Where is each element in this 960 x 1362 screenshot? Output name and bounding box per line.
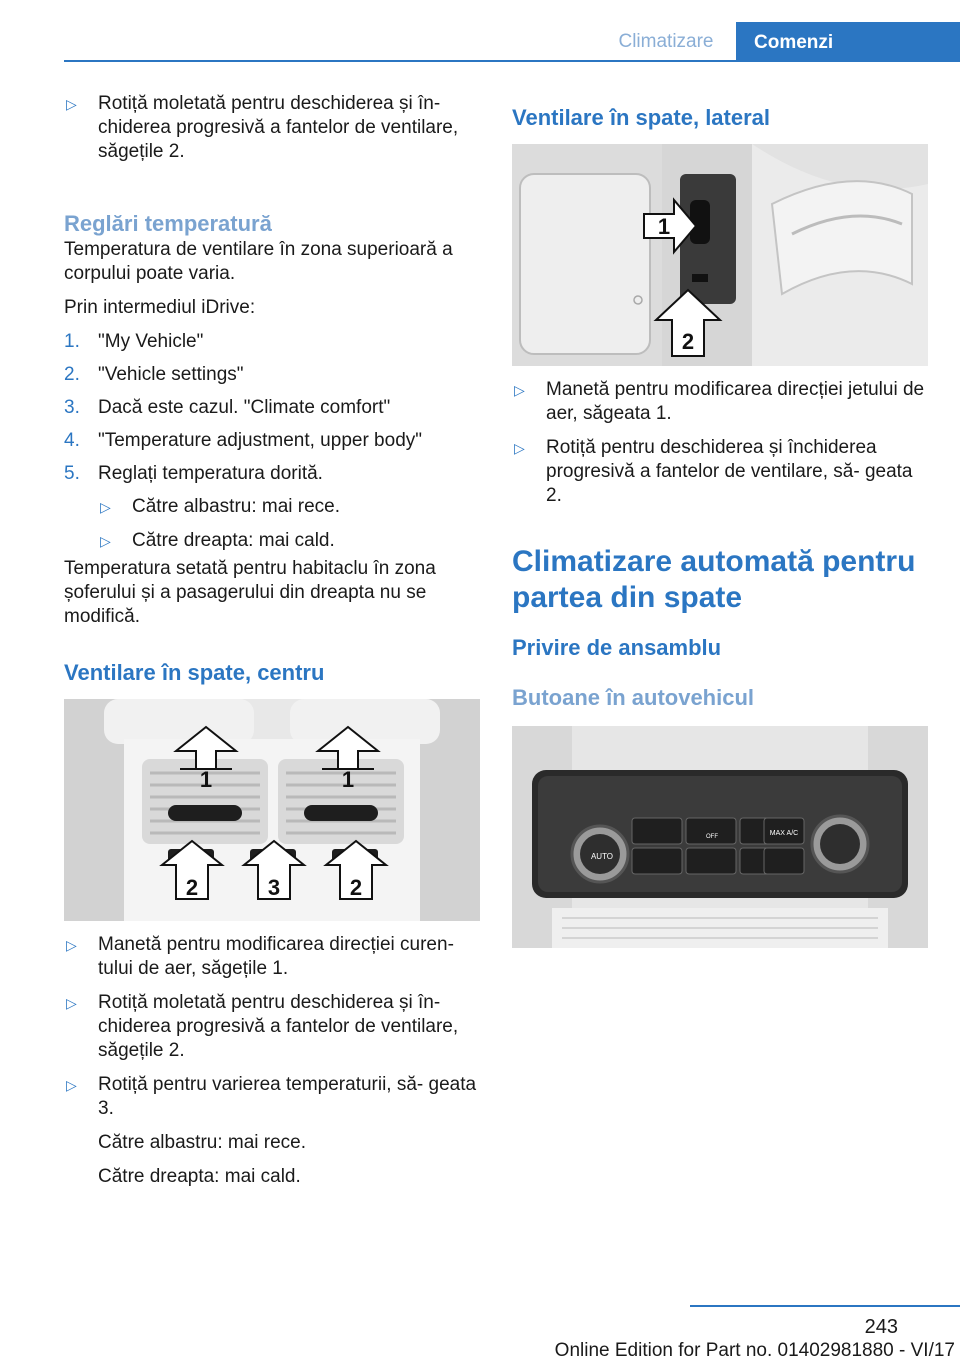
step-item: 2. "Vehicle settings" [64,364,244,385]
triangle-bullet-icon: ▷ [66,1077,77,1093]
bullet-item: ▷ Rotiță moletată pentru deschiderea și în‐ chiderea progresivă a fantelor de ventilare, săgețile 2. [66,992,459,1061]
triangle-bullet-icon: ▷ [66,995,77,1011]
step-item: 5. Reglați temperatura dorită. [64,463,323,484]
temperature-note: Temperatura setată pentru habitaclu în zona șoferului și a pasagerului din dreapta nu se modifică. [64,558,436,627]
figure-label: 2 [349,875,363,900]
edition-footer: Online Edition for Part no. 01402981880 - VI/17 [554,1340,955,1361]
step-item: 3. Dacă este cazul. "Climate comfort" [64,397,391,418]
figure-label: 2 [681,329,695,354]
bullet-item: ▷ Manetă pentru modificarea direcției jetului de aer, săgeata 1. [514,379,925,424]
center-vent-heading: Ventilare în spate, centru [64,660,325,685]
footer-rule [690,1305,960,1307]
triangle-bullet-icon: ▷ [66,96,77,112]
sub-bullet-item: ▷ Către albastru: mai rece. [100,496,341,517]
header-rule [64,60,960,62]
rear-center-vents-figure [64,699,480,921]
bullet-item: ▷ Manetă pentru modificarea direcției curen‐ tului de aer, săgețile 1. [66,934,454,979]
header-section-title: Climatizare [618,31,714,52]
triangle-bullet-icon: ▷ [66,937,77,953]
buttons-heading: Butoane în autovehicul [512,685,755,710]
rear-climate-panel-figure [512,726,928,948]
bullet-item: ▷ Rotiță pentru deschiderea și închiderea progresivă a fantelor de ventilare, să‐ geata 2. [514,437,913,506]
panel-label: AUTO [590,852,614,861]
triangle-bullet-icon: ▷ [100,499,111,515]
panel-label: OFF [706,834,718,840]
indented-note: Către albastru: mai rece. [98,1132,307,1153]
step-item: 4. "Temperature adjustment, upper body" [64,430,423,451]
right-column [512,104,928,948]
indented-note: Către dreapta: mai cald. [98,1166,301,1187]
rear-lateral-vent-figure [512,144,928,366]
auto-climate-heading: Climatizare automată pentru partea din spate [512,545,916,614]
lateral-vent-heading: Ventilare în spate, lateral [512,105,771,130]
temperature-heading: Reglări temperatură [64,211,272,236]
panel-label: MAX A/C [769,830,799,837]
sub-bullet-item: ▷ Către dreapta: mai cald. [100,530,335,551]
idrive-intro: Prin intermediul iDrive: [64,297,256,318]
triangle-bullet-icon: ▷ [100,533,111,549]
left-column [64,92,480,1189]
figure-label: 2 [185,875,199,900]
header-chapter-tab: Comenzi [736,22,960,62]
figure-label: 1 [657,214,671,239]
page-number: 243 [864,1316,898,1338]
figure-label: 3 [267,875,281,900]
temperature-intro: Temperatura de ventilare în zona superioară a corpului poate varia. [64,239,453,284]
step-item: 1. "My Vehicle" [64,331,204,352]
triangle-bullet-icon: ▷ [514,440,525,456]
figure-label: 1 [199,767,213,792]
bullet-item [64,92,480,164]
overview-heading: Privire de ansamblu [512,635,722,660]
bullet-item: ▷ Rotiță pentru varierea temperaturii, să‐ geata 3. [66,1074,477,1119]
triangle-bullet-icon: ▷ [514,382,525,398]
bullet-text: Rotiță moletată pentru deschiderea și în‐ chiderea progresivă a fantelor de ventilare, săgețile 2. [98,93,459,162]
figure-label: 1 [341,767,355,792]
